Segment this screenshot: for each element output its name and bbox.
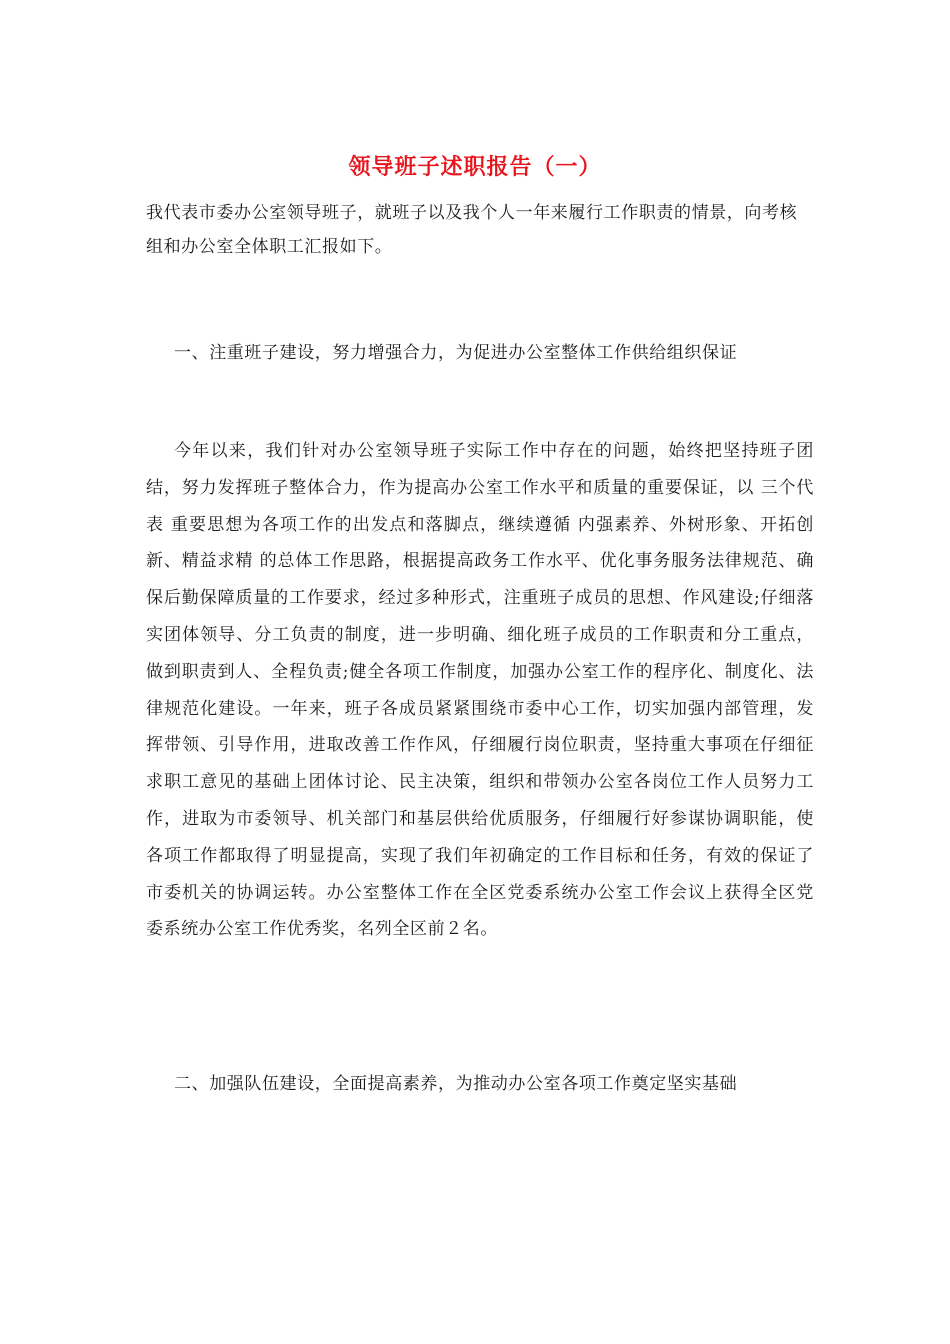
section-1-heading: 一、注重班子建设，努力增强合力，为促进办公室整体工作供给组织保证 (174, 343, 738, 363)
section-1-body: 今年以来，我们针对办公室领导班子实际工作中存在的问题，始终把坚持班子团结，努力发挥班子整体合力，作为提高办公室工作水平和质量的重要保证，以 三个代表 重要思想为各项工作的出发点和落脚点，继续遵循 内强素养、外树形象、开拓创新、精益求精 的总体工作思路，根据提高政务工作水平、优化事务服务法律规范、确保后勤保障质量的工作要求，经过多种形式，注重班子成员的思想、作风建设;仔细落实团体领导、分工负责的制度，进一步明确、细化班子成员的工作职责和分工重点，做到职责到人、全程负责;健全各项工作制度，加强办公室工作的程序化、制度化、法律规范化建设。一年来，班子各成员紧紧围绕市委中心工作，切实加强内部管理，发挥带领、引导作用，进取改善工作作风，仔细履行岗位职责，坚持重大事项在仔细征求职工意见的基础上团体讨论、民主决策，组织和带领办公室各岗位工作人员努力工作，进取为市委领导、机关部门和基层供给优质服务，仔细履行好参谋协调职能，使各项工作都取得了明显提高，实现了我们年初确定的工作目标和任务，有效的保证了市委机关的协调运转。办公室整体工作在全区党委系统办公室工作会议上获得全区党委系统办公室工作优秀奖，名列全区前２名。 (146, 441, 814, 940)
document-title: 领导班子述职报告（一） (348, 154, 602, 180)
section-2-heading: 二、加强队伍建设，全面提高素养，为推动办公室各项工作奠定坚实基础 (174, 1074, 738, 1094)
intro-paragraph: 我代表市委办公室领导班子，就班子以及我个人一年来履行工作职责的情景，向考核组和办公室全体职工汇报如下。 (146, 203, 798, 257)
